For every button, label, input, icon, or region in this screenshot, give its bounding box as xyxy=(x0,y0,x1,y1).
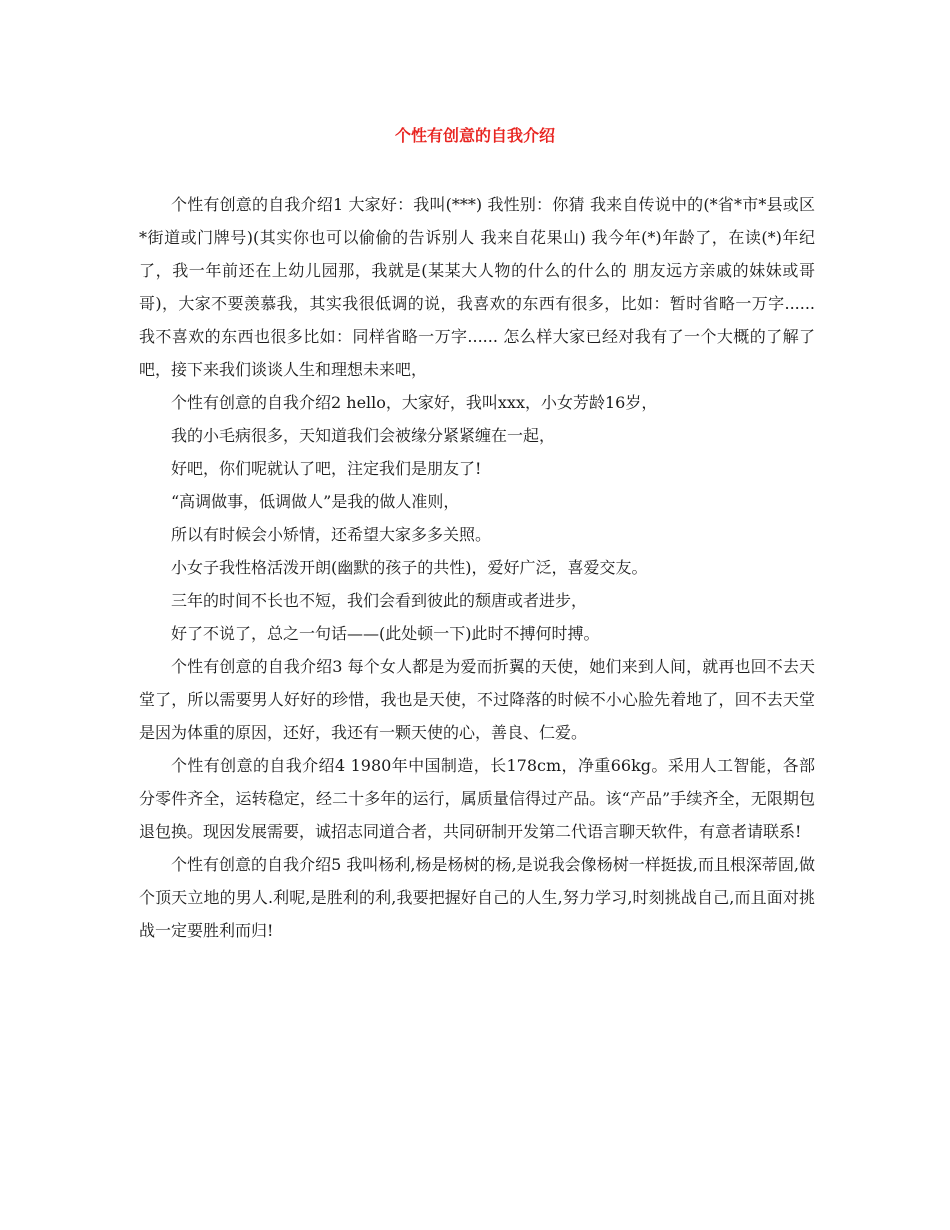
paragraph-line: 所以有时候会小矫情，还希望大家多多关照。 xyxy=(171,525,492,544)
paragraph-line: 三年的时间不长也不短，我们会看到彼此的颓唐或者进步， xyxy=(171,591,588,610)
page-title: 个性有创意的自我介绍 xyxy=(394,126,555,145)
paragraph-intro-1: 个性有创意的自我介绍1 大家好：我叫(***) 我性别：你猜 我来自传说中的(*省*市*县或区*街道或门牌号)(其实你也可以偷偷的告诉别人 我来自花果山) 我今年(*)年龄了，在读(*)年纪了，我一年前还在上幼儿园那，我就是(某某大人物的什么的什么的 朋友远方亲戚的妹妹或哥哥)，大家不要羡慕我，其实我很低调的说，我喜欢的东西有很多，比如：暂时省略一万字......我不喜欢的东西也很多比如：同样省略一万字...... 怎么样大家已经对我有了一个大概的了解了吧，接下来我们谈谈人生和理想未来吧， xyxy=(139,195,815,379)
paragraph-intro-4: 个性有创意的自我介绍4 1980年中国制造，长178cm，净重66kg。采用人工智能，各部分零件齐全，运转稳定，经二十多年的运行，属质量信得过产品。该“产品”手续齐全，无限期包退包换。现因发展需要，诚招志同道合者，共同研制开发第二代语言聊天软件，有意者请联系! xyxy=(139,756,815,841)
document-body xyxy=(139,188,815,947)
paragraph-intro-2: 个性有创意的自我介绍2 hello，大家好，我叫xxx，小女芳龄16岁， xyxy=(171,393,658,412)
paragraph-line: 我的小毛病很多，天知道我们会被缘分紧紧缠在一起， xyxy=(171,426,556,445)
paragraph-intro-5: 个性有创意的自我介绍5 我叫杨利,杨是杨树的杨,是说我会像杨树一样挺拔,而且根深蒂固,做个顶天立地的男人.利呢,是胜利的利,我要把握好自己的人生,努力学习,时刻挑战自己,而且面对挑战一定要胜利而归! xyxy=(139,855,815,940)
paragraph-line: 好吧，你们呢就认了吧，注定我们是朋友了! xyxy=(171,459,482,478)
paragraph-line: 好了不说了，总之一句话——(此处顿一下)此时不搏何时搏。 xyxy=(171,624,600,643)
paragraph-line: “高调做事，低调做人”是我的做人准则， xyxy=(171,492,460,511)
paragraph-line: 小女子我性格活泼开朗(幽默的孩子的共性)，爱好广泛，喜爱交友。 xyxy=(171,558,648,577)
paragraph-intro-3: 个性有创意的自我介绍3 每个女人都是为爱而折翼的天使，她们来到人间，就再也回不去天堂了，所以需要男人好好的珍惜，我也是天使，不过降落的时候不小心脸先着地了，回不去天堂是因为体重的原因，还好，我还有一颗天使的心，善良、仁爱。 xyxy=(139,657,815,742)
